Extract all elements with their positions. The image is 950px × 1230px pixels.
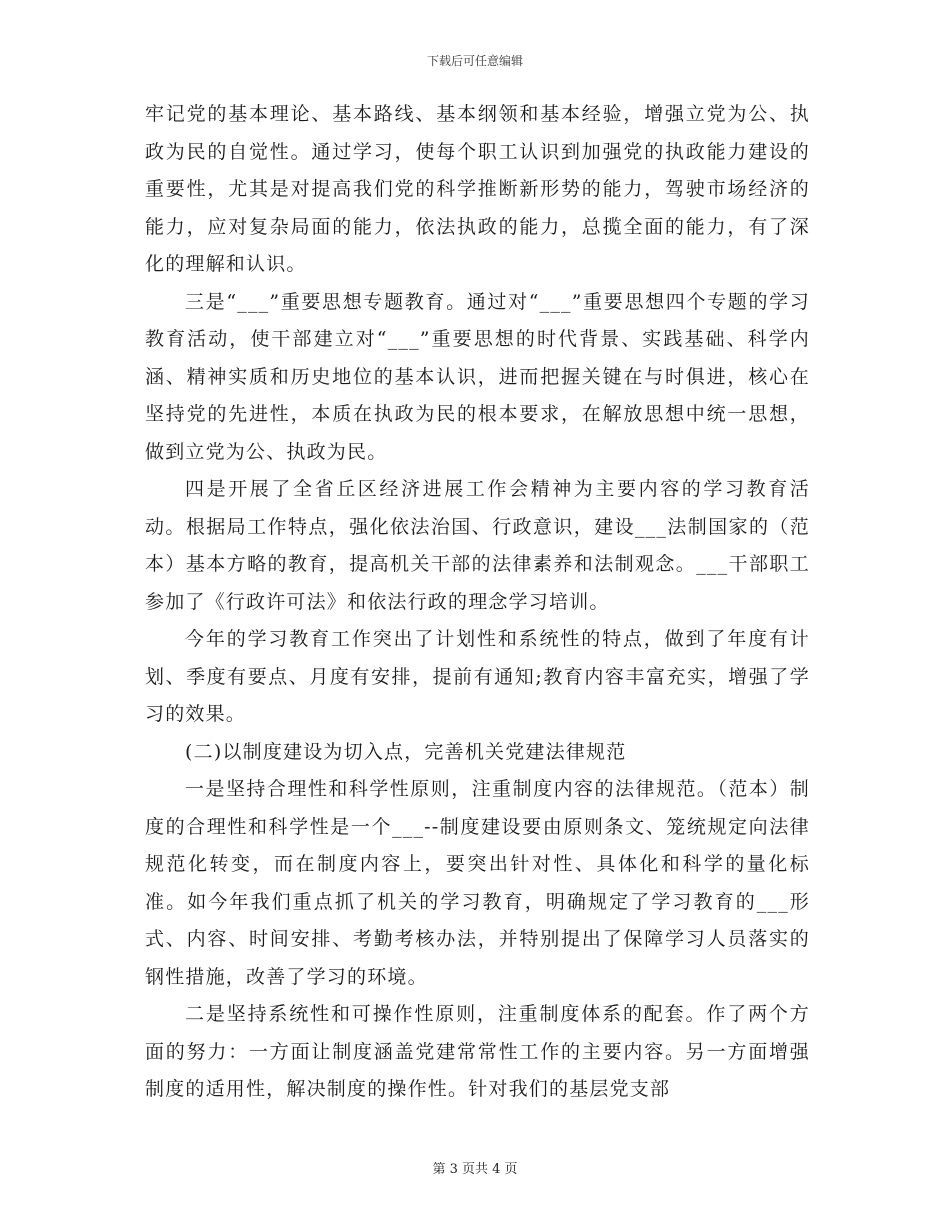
paragraph-item-two: 二是坚持系统性和可操作性原则，注重制度体系的配套。作了两个方面的努力：一方面让制度涵盖党建常常性工作的主要内容。另一方面增强制度的适用性，解决制度的操作性。针对我们的基层党支部 — [145, 1003, 810, 1100]
paragraph-item-four: 四是开展了全省丘区经济进展工作会精神为主要内容的学习教育活动。根据局工作特点，强化依法治国、行政意识，建设___法制国家的（范本）基本方略的教育，提高机关干部的法律素养和法制观念。___干部职工参加了《行政许可法》和依法行政的理念学习培训。 — [145, 478, 810, 613]
paragraph-continuation: 牢记党的基本理论、基本路线、基本纲领和基本经验，增强立党为公、执政为民的自觉性。通过学习，使每个职工认识到加强党的执政能力建设的重要性，尤其是对提高我们党的科学推断新形势的能力，驾驶市场经济的能力，应对复杂局面的能力，依法执政的能力，总揽全面的能力，有了深化的理解和认识。 — [145, 103, 810, 275]
paragraph-item-one: 一是坚持合理性和科学性原则，注重制度内容的法律规范。（范本）制度的合理性和科学性是一个___--制度建设要由原则条文、笼统规定向法律规范化转变，而在制度内容上，要突出针对性、具体化和科学的量化标准。如今年我们重点抓了机关的学习教育，明确规定了学习教育的___形式、内容、时间安排、考勤考核办法，并特别提出了保障学习人员落实的钢性措施，改善了学习的环境。 — [145, 778, 810, 988]
section-heading: (二)以制度建设为切入点，完善机关党建法律规范 — [185, 740, 627, 763]
paragraph-summary: 今年的学习教育工作突出了计划性和系统性的特点，做到了年度有计划、季度有要点、月度有安排，提前有通知;教育内容丰富充实，增强了学习的效果。 — [145, 628, 810, 725]
paragraph-item-three: 三是“___”重要思想专题教育。通过对“___”重要思想四个专题的学习教育活动，使干部建立对“___”重要思想的时代背景、实践基础、科学内涵、精神实质和历史地位的基本认识，进而把握关键在与时俱进，核心在坚持党的先进性，本质在执政为民的根本要求，在解放思想中统一思想，做到立党为公、执政为民。 — [145, 290, 810, 463]
page-number: 第 3 页共 4 页 — [432, 1162, 518, 1177]
document-body — [145, 96, 810, 1109]
page-header: 下载后可任意编辑 — [426, 54, 523, 68]
